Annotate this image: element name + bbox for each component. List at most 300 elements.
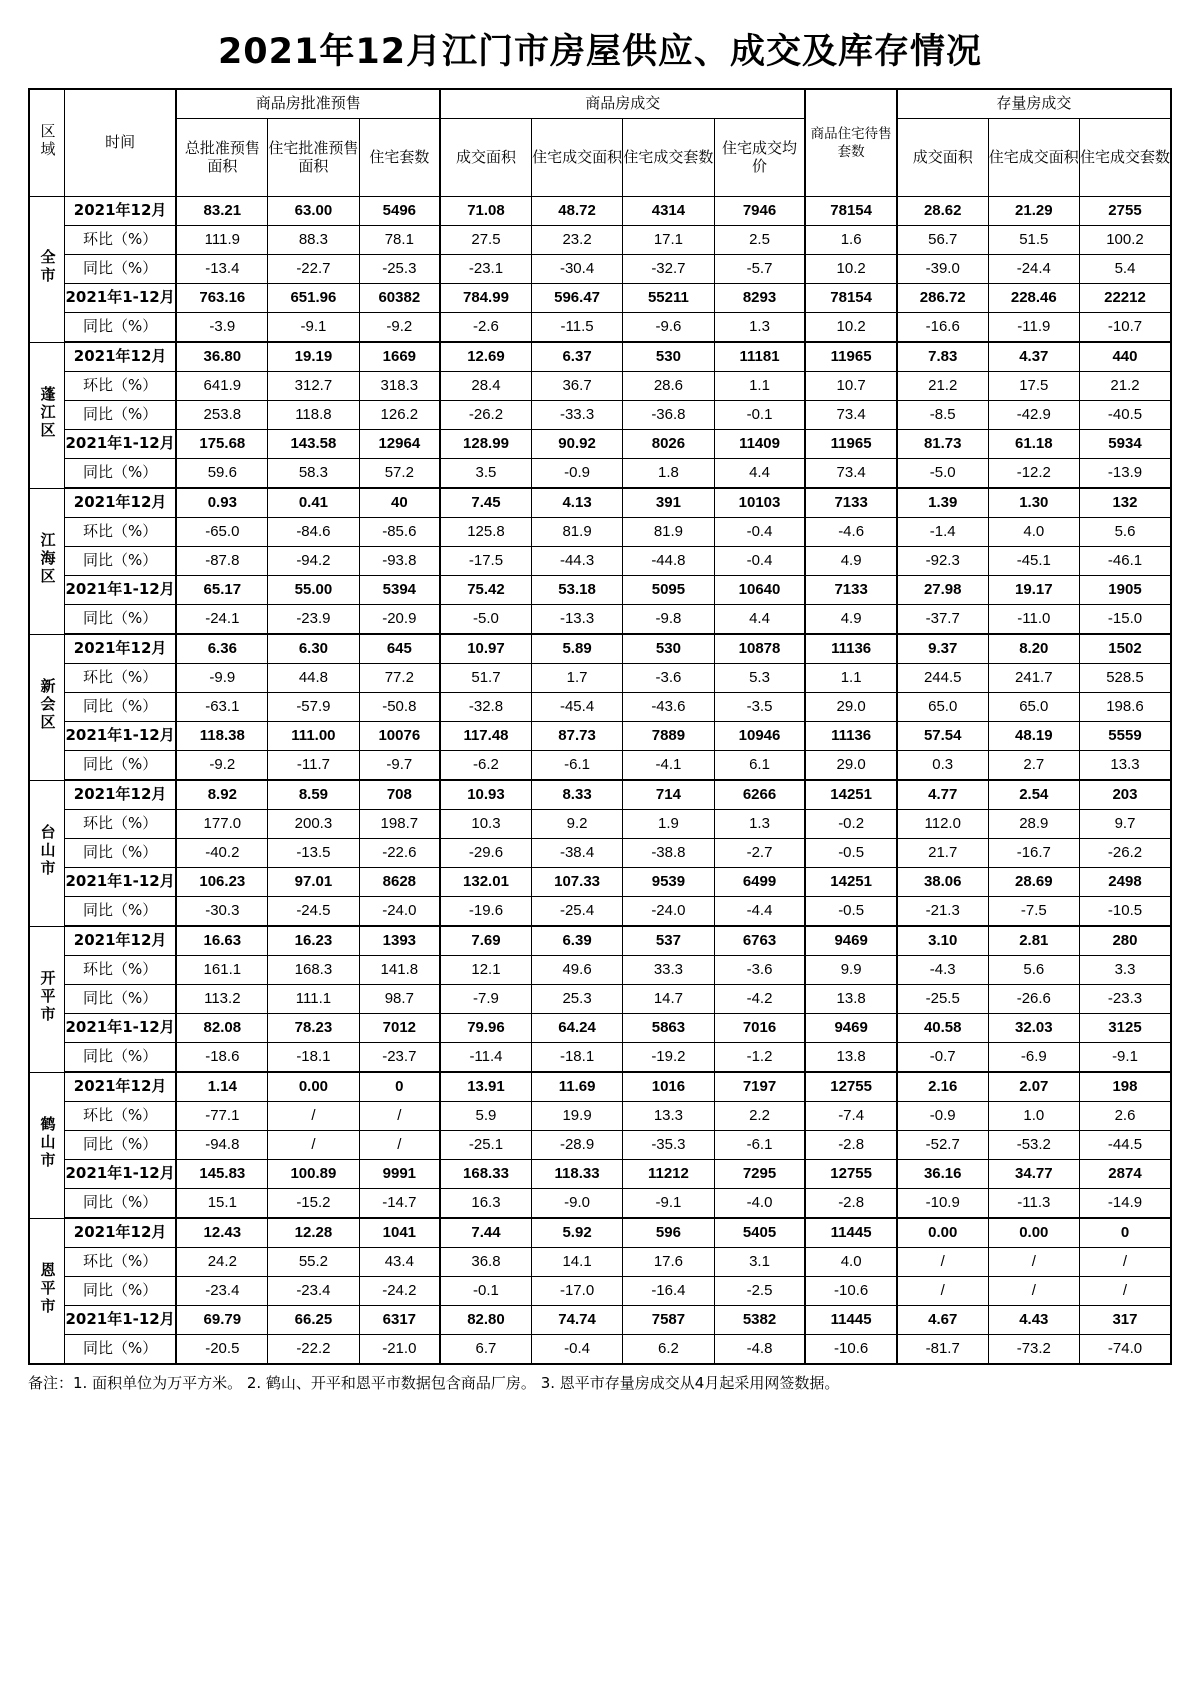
data-cell: 87.73 [531, 722, 622, 751]
data-cell: -13.4 [176, 255, 267, 284]
table-row [29, 1072, 1171, 1102]
data-cell: 1905 [1079, 576, 1171, 605]
data-cell: 74.74 [531, 1306, 622, 1335]
data-cell: 51.7 [440, 664, 531, 693]
data-cell: 2498 [1079, 868, 1171, 897]
data-cell: 22212 [1079, 284, 1171, 313]
data-cell: 11965 [805, 342, 896, 372]
header-col-residential-units: 住宅套数 [359, 119, 440, 197]
data-cell: 5.89 [531, 634, 622, 664]
data-cell: 53.18 [531, 576, 622, 605]
data-cell: 2.7 [988, 751, 1079, 781]
data-cell: 16.63 [176, 926, 267, 956]
data-cell: -92.3 [897, 547, 988, 576]
data-cell: 11212 [623, 1160, 714, 1189]
data-cell: 9469 [805, 1014, 896, 1043]
data-cell: 118.38 [176, 722, 267, 751]
data-cell: -23.7 [359, 1043, 440, 1073]
data-cell: 27.98 [897, 576, 988, 605]
data-cell: -9.9 [176, 664, 267, 693]
data-cell: 200.3 [268, 810, 359, 839]
data-cell: -35.3 [623, 1131, 714, 1160]
data-cell: -23.4 [268, 1277, 359, 1306]
data-cell: -0.4 [714, 518, 805, 547]
data-cell: -1.4 [897, 518, 988, 547]
period-label: 环比（%） [64, 1248, 176, 1277]
region-label [29, 197, 64, 343]
data-cell: 24.2 [176, 1248, 267, 1277]
data-cell: -6.1 [531, 751, 622, 781]
data-cell: 286.72 [897, 284, 988, 313]
data-cell: -28.9 [531, 1131, 622, 1160]
data-cell: 4.43 [988, 1306, 1079, 1335]
data-cell: 1.30 [988, 488, 1079, 518]
data-cell: 16.23 [268, 926, 359, 956]
data-cell: 3.3 [1079, 956, 1171, 985]
data-cell: 4.9 [805, 605, 896, 635]
table-row [29, 226, 1171, 255]
data-cell: -7.9 [440, 985, 531, 1014]
data-cell: 65.0 [988, 693, 1079, 722]
data-cell: 48.72 [531, 197, 622, 226]
data-cell: 280 [1079, 926, 1171, 956]
data-cell: 1.9 [623, 810, 714, 839]
data-cell: 1.0 [988, 1102, 1079, 1131]
data-cell: -9.0 [531, 1189, 622, 1219]
data-cell: -29.6 [440, 839, 531, 868]
data-cell: 2.16 [897, 1072, 988, 1102]
data-cell: 71.08 [440, 197, 531, 226]
data-cell: 708 [359, 780, 440, 810]
data-cell: -1.2 [714, 1043, 805, 1073]
data-cell: 9991 [359, 1160, 440, 1189]
data-cell: 5.6 [988, 956, 1079, 985]
data-cell: -9.7 [359, 751, 440, 781]
data-cell: 117.48 [440, 722, 531, 751]
table-row [29, 605, 1171, 635]
data-cell: 13.91 [440, 1072, 531, 1102]
period-label: 同比（%） [64, 1131, 176, 1160]
header-col-residential-presale-area: 住宅批准预售面积 [268, 119, 359, 197]
data-cell: 2.81 [988, 926, 1079, 956]
data-cell: 3125 [1079, 1014, 1171, 1043]
data-cell: 36.16 [897, 1160, 988, 1189]
period-label: 2021年1-12月 [64, 1306, 176, 1335]
data-cell: 16.3 [440, 1189, 531, 1219]
data-cell: 81.73 [897, 430, 988, 459]
data-cell: 132.01 [440, 868, 531, 897]
data-cell: 1.3 [714, 313, 805, 343]
header-time: 时间 [64, 89, 176, 197]
data-cell: 5394 [359, 576, 440, 605]
data-cell: / [268, 1131, 359, 1160]
table-header [29, 89, 1171, 197]
data-cell: 13.8 [805, 1043, 896, 1073]
data-cell: 530 [623, 634, 714, 664]
data-cell: 19.9 [531, 1102, 622, 1131]
data-cell: 69.79 [176, 1306, 267, 1335]
table-row [29, 576, 1171, 605]
data-cell: 9.2 [531, 810, 622, 839]
data-cell: 118.8 [268, 401, 359, 430]
data-cell: 145.83 [176, 1160, 267, 1189]
data-cell: -73.2 [988, 1335, 1079, 1365]
data-cell: -40.2 [176, 839, 267, 868]
data-cell: 83.21 [176, 197, 267, 226]
data-cell: -20.9 [359, 605, 440, 635]
data-cell: -57.9 [268, 693, 359, 722]
data-cell: 7295 [714, 1160, 805, 1189]
data-cell: 5.3 [714, 664, 805, 693]
data-cell: -21.0 [359, 1335, 440, 1365]
data-cell: -11.7 [268, 751, 359, 781]
data-cell: 14251 [805, 868, 896, 897]
data-cell: 2.5 [714, 226, 805, 255]
data-cell: 82.08 [176, 1014, 267, 1043]
data-cell: -63.1 [176, 693, 267, 722]
data-cell: 4.13 [531, 488, 622, 518]
data-cell: 27.5 [440, 226, 531, 255]
header-col-secondhand-residential-area: 住宅成交面积 [988, 119, 1079, 197]
period-label: 同比（%） [64, 693, 176, 722]
data-cell: 391 [623, 488, 714, 518]
data-cell: -4.6 [805, 518, 896, 547]
table-row [29, 1218, 1171, 1248]
data-cell: 1502 [1079, 634, 1171, 664]
data-cell: -0.5 [805, 897, 896, 927]
header-col-secondhand-area: 成交面积 [897, 119, 988, 197]
data-cell: 111.1 [268, 985, 359, 1014]
data-cell: / [897, 1277, 988, 1306]
data-cell: 4.4 [714, 459, 805, 489]
data-cell: -25.5 [897, 985, 988, 1014]
data-cell: -0.4 [714, 547, 805, 576]
region-label [29, 926, 64, 1072]
table-row [29, 372, 1171, 401]
period-label: 2021年1-12月 [64, 722, 176, 751]
period-label: 2021年12月 [64, 634, 176, 664]
period-label: 同比（%） [64, 751, 176, 781]
data-cell: -16.6 [897, 313, 988, 343]
data-cell: 1041 [359, 1218, 440, 1248]
data-cell: -0.4 [531, 1335, 622, 1365]
period-label: 2021年12月 [64, 926, 176, 956]
data-cell: / [988, 1248, 1079, 1277]
data-cell: 34.77 [988, 1160, 1079, 1189]
data-cell: 2.54 [988, 780, 1079, 810]
period-label: 2021年1-12月 [64, 868, 176, 897]
data-cell: -17.0 [531, 1277, 622, 1306]
data-cell: 7016 [714, 1014, 805, 1043]
data-cell: 1.8 [623, 459, 714, 489]
period-label: 2021年12月 [64, 1072, 176, 1102]
data-cell: 596.47 [531, 284, 622, 313]
data-cell: 10.2 [805, 313, 896, 343]
region-label [29, 780, 64, 926]
table-row [29, 1277, 1171, 1306]
header-region: 区域 [29, 89, 64, 197]
data-cell: 241.7 [988, 664, 1079, 693]
data-cell: 23.2 [531, 226, 622, 255]
data-cell: 161.1 [176, 956, 267, 985]
data-cell: 78154 [805, 284, 896, 313]
data-cell: 0.3 [897, 751, 988, 781]
data-cell: 81.9 [623, 518, 714, 547]
data-cell: 25.3 [531, 985, 622, 1014]
data-cell: -6.1 [714, 1131, 805, 1160]
data-cell: -19.2 [623, 1043, 714, 1073]
data-cell: -87.8 [176, 547, 267, 576]
header-group-presale: 商品房批准预售 [176, 89, 440, 119]
period-label: 2021年12月 [64, 197, 176, 226]
table-row [29, 897, 1171, 927]
data-cell: 97.01 [268, 868, 359, 897]
data-cell: 111.00 [268, 722, 359, 751]
data-cell: 28.6 [623, 372, 714, 401]
data-cell: 2755 [1079, 197, 1171, 226]
data-cell: -24.1 [176, 605, 267, 635]
data-cell: 5.9 [440, 1102, 531, 1131]
data-cell: 312.7 [268, 372, 359, 401]
data-cell: 244.5 [897, 664, 988, 693]
period-label: 同比（%） [64, 605, 176, 635]
period-label: 同比（%） [64, 401, 176, 430]
data-cell: 0 [359, 1072, 440, 1102]
data-cell: -94.8 [176, 1131, 267, 1160]
data-cell: 8026 [623, 430, 714, 459]
table-row [29, 1043, 1171, 1073]
data-cell: -22.6 [359, 839, 440, 868]
data-cell: 6.7 [440, 1335, 531, 1365]
page-title: 2021年12月江门市房屋供应、成交及库存情况 [217, 32, 983, 72]
data-cell: -18.6 [176, 1043, 267, 1073]
table-row [29, 722, 1171, 751]
period-label: 环比（%） [64, 518, 176, 547]
region-label [29, 342, 64, 488]
table-row [29, 1248, 1171, 1277]
data-cell: 641.9 [176, 372, 267, 401]
data-cell: -26.2 [440, 401, 531, 430]
table-row [29, 1014, 1171, 1043]
data-cell: 6.36 [176, 634, 267, 664]
period-label: 同比（%） [64, 459, 176, 489]
data-cell: -50.8 [359, 693, 440, 722]
data-cell: -23.4 [176, 1277, 267, 1306]
data-cell: 177.0 [176, 810, 267, 839]
data-cell: 5934 [1079, 430, 1171, 459]
data-cell: 714 [623, 780, 714, 810]
header-col-secondhand-residential-units: 住宅成交套数 [1079, 119, 1171, 197]
data-cell: -44.5 [1079, 1131, 1171, 1160]
data-cell: 10103 [714, 488, 805, 518]
data-cell: -33.3 [531, 401, 622, 430]
data-cell: -23.9 [268, 605, 359, 635]
data-cell: -18.1 [268, 1043, 359, 1073]
data-cell: 651.96 [268, 284, 359, 313]
table-row [29, 197, 1171, 226]
data-cell: 3.1 [714, 1248, 805, 1277]
table-row [29, 1131, 1171, 1160]
data-cell: -24.2 [359, 1277, 440, 1306]
data-cell: 5559 [1079, 722, 1171, 751]
data-cell: 1.1 [805, 664, 896, 693]
data-cell: -14.9 [1079, 1189, 1171, 1219]
data-cell: 168.3 [268, 956, 359, 985]
region-label [29, 634, 64, 780]
period-label: 2021年1-12月 [64, 1160, 176, 1189]
period-label: 同比（%） [64, 313, 176, 343]
data-cell: 1.39 [897, 488, 988, 518]
data-cell: -4.8 [714, 1335, 805, 1365]
period-label: 2021年1-12月 [64, 1014, 176, 1043]
region-label-text: 全市 [38, 249, 57, 286]
data-cell: 168.33 [440, 1160, 531, 1189]
data-cell: 198 [1079, 1072, 1171, 1102]
data-cell: -4.0 [714, 1189, 805, 1219]
table-row [29, 1189, 1171, 1219]
header-group-secondhand: 存量房成交 [897, 89, 1171, 119]
data-cell: -21.3 [897, 897, 988, 927]
data-cell: -0.5 [805, 839, 896, 868]
header-col-unsold-units: 商品住宅待售套数 [805, 89, 896, 197]
table-note: 备注：1. 面积单位为万平方米。 2. 鹤山、开平和恩平市数据包含商品厂房。 3. 恩平市存量房成交从4月起采用网签数据。 [28, 1374, 840, 1392]
data-cell: 113.2 [176, 985, 267, 1014]
period-label: 2021年1-12月 [64, 430, 176, 459]
data-cell: 10.97 [440, 634, 531, 664]
data-cell: 1.3 [714, 810, 805, 839]
data-cell: 14.1 [531, 1248, 622, 1277]
data-cell: 78.1 [359, 226, 440, 255]
data-cell: 6.39 [531, 926, 622, 956]
data-cell: 106.23 [176, 868, 267, 897]
data-cell: 5405 [714, 1218, 805, 1248]
data-cell: 11181 [714, 342, 805, 372]
region-label-text: 台山市 [38, 823, 57, 878]
data-cell: 100.89 [268, 1160, 359, 1189]
data-cell: 49.6 [531, 956, 622, 985]
data-cell: -12.2 [988, 459, 1079, 489]
data-cell: 528.5 [1079, 664, 1171, 693]
data-cell: 100.2 [1079, 226, 1171, 255]
data-cell: 0.93 [176, 488, 267, 518]
data-cell: 7889 [623, 722, 714, 751]
data-cell: 1.14 [176, 1072, 267, 1102]
data-cell: -8.5 [897, 401, 988, 430]
data-cell: -0.7 [897, 1043, 988, 1073]
data-cell: 7587 [623, 1306, 714, 1335]
data-cell: -93.8 [359, 547, 440, 576]
data-cell: 44.8 [268, 664, 359, 693]
data-cell: 8.33 [531, 780, 622, 810]
data-cell: -9.8 [623, 605, 714, 635]
data-cell: 6.30 [268, 634, 359, 664]
period-label: 同比（%） [64, 839, 176, 868]
data-cell: 112.0 [897, 810, 988, 839]
period-label: 2021年12月 [64, 1218, 176, 1248]
data-cell: -20.5 [176, 1335, 267, 1365]
data-cell: -4.4 [714, 897, 805, 927]
data-cell: 17.6 [623, 1248, 714, 1277]
period-label: 同比（%） [64, 1335, 176, 1365]
data-cell: -32.8 [440, 693, 531, 722]
data-cell: 7133 [805, 576, 896, 605]
data-cell: 51.5 [988, 226, 1079, 255]
data-cell: -44.3 [531, 547, 622, 576]
data-cell: -36.8 [623, 401, 714, 430]
period-label: 同比（%） [64, 1043, 176, 1073]
table-row [29, 255, 1171, 284]
data-cell: 6317 [359, 1306, 440, 1335]
data-cell: -26.6 [988, 985, 1079, 1014]
data-cell: -9.2 [176, 751, 267, 781]
data-cell: / [897, 1248, 988, 1277]
data-cell: 1016 [623, 1072, 714, 1102]
data-cell: 10.3 [440, 810, 531, 839]
data-cell: / [268, 1102, 359, 1131]
data-cell: -37.7 [897, 605, 988, 635]
data-cell: 4.4 [714, 605, 805, 635]
region-label-text: 江海区 [38, 531, 57, 586]
data-cell: 5095 [623, 576, 714, 605]
header-group-transaction: 商品房成交 [440, 89, 805, 119]
data-cell: -11.3 [988, 1189, 1079, 1219]
data-cell: 65.17 [176, 576, 267, 605]
table-row [29, 459, 1171, 489]
data-cell: 198.7 [359, 810, 440, 839]
header-col-residential-transaction-units: 住宅成交套数 [623, 119, 714, 197]
period-label: 同比（%） [64, 1277, 176, 1306]
data-cell: 9.37 [897, 634, 988, 664]
data-cell: -4.1 [623, 751, 714, 781]
table-row [29, 313, 1171, 343]
data-cell: 43.4 [359, 1248, 440, 1277]
data-cell: 126.2 [359, 401, 440, 430]
data-cell: -25.1 [440, 1131, 531, 1160]
data-cell: 10.93 [440, 780, 531, 810]
data-cell: 228.46 [988, 284, 1079, 313]
data-cell: -0.1 [714, 401, 805, 430]
period-label: 同比（%） [64, 1189, 176, 1219]
data-cell: 19.19 [268, 342, 359, 372]
data-cell: / [1079, 1248, 1171, 1277]
data-cell: 763.16 [176, 284, 267, 313]
data-cell: 7197 [714, 1072, 805, 1102]
data-cell: 55.00 [268, 576, 359, 605]
data-cell: 203 [1079, 780, 1171, 810]
data-cell: 1393 [359, 926, 440, 956]
period-label: 环比（%） [64, 372, 176, 401]
data-cell: 8.59 [268, 780, 359, 810]
data-cell: -7.5 [988, 897, 1079, 927]
data-cell: / [988, 1277, 1079, 1306]
data-cell: 40 [359, 488, 440, 518]
data-cell: -9.1 [268, 313, 359, 343]
table-row [29, 810, 1171, 839]
data-cell: -3.9 [176, 313, 267, 343]
data-cell: 7.69 [440, 926, 531, 956]
data-cell: 36.8 [440, 1248, 531, 1277]
data-cell: 6.2 [623, 1335, 714, 1365]
data-cell: 5382 [714, 1306, 805, 1335]
data-cell: 118.33 [531, 1160, 622, 1189]
data-cell: 1.6 [805, 226, 896, 255]
data-cell: 198.6 [1079, 693, 1171, 722]
table-row [29, 926, 1171, 956]
data-cell: -81.7 [897, 1335, 988, 1365]
data-cell: 6.1 [714, 751, 805, 781]
data-cell: 78.23 [268, 1014, 359, 1043]
data-cell: -0.1 [440, 1277, 531, 1306]
